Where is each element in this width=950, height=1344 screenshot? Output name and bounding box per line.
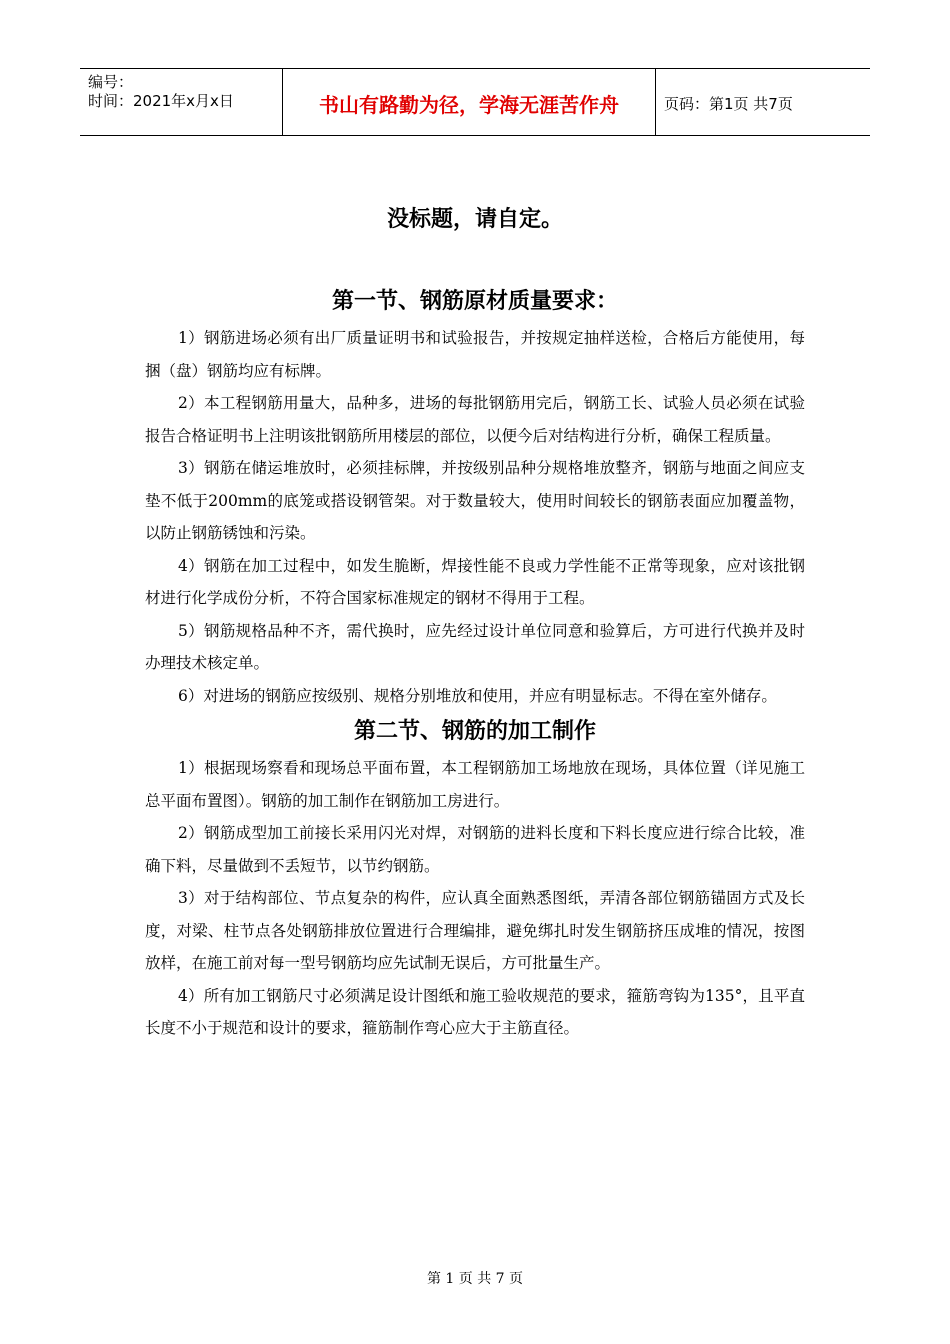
page-title: 没标题，请自定。 <box>386 207 563 232</box>
paragraph: 3）钢筋在储运堆放时，必须挂标牌，并按级别品种分规格堆放整齐，钢筋与地面之间应支垫不低于200mm的底笼或搭设钢管架。对于数量较大，使用时间较长的钢筋表面应加覆盖物，以防止钢筋锈蚀和污染。 <box>145 459 805 542</box>
paragraph: 4）钢筋在加工过程中，如发生脆断，焊接性能不良或力学性能不正常等现象，应对该批钢材进行化学成份分析，不符合国家标准规定的钢材不得用于工程。 <box>145 556 805 607</box>
section-heading: 第一节、钢筋原材质量要求： <box>331 289 618 314</box>
page-footer: 第 1 页 共 7 页 <box>426 1271 524 1287</box>
paragraph: 1）钢筋进场必须有出厂质量证明书和试验报告，并按规定抽样送检，合格后方能使用，每捆（盘）钢筋均应有标牌。 <box>145 329 805 380</box>
time-label: 时间：2021年x月x日 <box>88 92 234 110</box>
header-page-info: 页码：第1页 共7页 <box>664 94 793 113</box>
document-body <box>145 282 805 1045</box>
number-label: 编号： <box>88 73 134 91</box>
paragraph: 3）对于结构部位、节点复杂的构件，应认真全面熟悉图纸，弄清各部位钢筋锚固方式及长度，对梁、柱节点各处钢筋排放位置进行合理编排，避免绑扎时发生钢筋挤压成堆的情况，按图放样，在施工前对每一型号钢筋均应先试制无误后，方可批量生产。 <box>145 889 805 972</box>
header-meta <box>80 69 282 135</box>
paragraph: 2）本工程钢筋用量大，品种多，进场的每批钢筋用完后，钢筋工长、试验人员必须在试验报告合格证明书上注明该批钢筋所用楼层的部位，以便今后对结构进行分析，确保工程质量。 <box>145 394 805 445</box>
document-header <box>80 68 870 136</box>
paragraph: 6）对进场的钢筋应按级别、规格分别堆放和使用，并应有明显标志。不得在室外储存。 <box>178 686 777 705</box>
paragraph: 4）所有加工钢筋尺寸必须满足设计图纸和施工验收规范的要求，箍筋弯钩为135°，且平直长度不小于规范和设计的要求，箍筋制作弯心应大于主筋直径。 <box>145 986 805 1037</box>
paragraph: 5）钢筋规格品种不齐，需代换时，应先经过设计单位同意和验算后，方可进行代换并及时办理技术核定单。 <box>145 621 805 672</box>
paragraph: 2）钢筋成型加工前接长采用闪光对焊，对钢筋的进料长度和下料长度应进行综合比较，准确下料，尽量做到不丢短节，以节约钢筋。 <box>145 824 805 875</box>
header-motto: 书山有路勤为径，学海无涯苦作舟 <box>282 69 656 135</box>
paragraph: 1）根据现场察看和现场总平面布置，本工程钢筋加工场地放在现场，具体位置（详见施工总平面布置图）。钢筋的加工制作在钢筋加工房进行。 <box>145 759 805 810</box>
section-heading: 第二节、钢筋的加工制作 <box>353 719 596 744</box>
